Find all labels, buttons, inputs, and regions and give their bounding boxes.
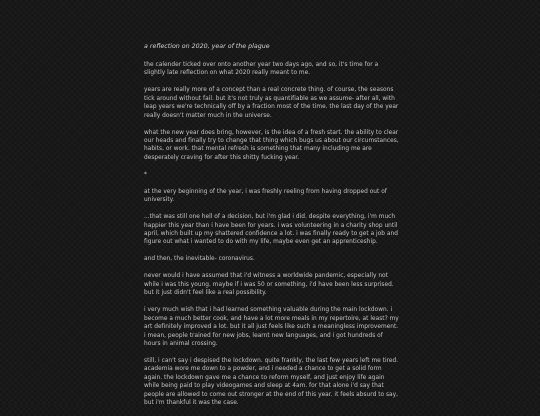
post-paragraph: ...that was still one hell of a decision, but i'm glad i did. despite everything, i'm much happier this year than i have been for years. i was volunteering in a charity shop until april, which built up my shattered confidence a lot. i was finally ready to get a job and figure out what i wanted to do with my life, maybe even get an apprenticeship. (144, 214, 398, 246)
post-paragraph: at the very beginning of the year, i was freshly reeling from having dropped out of university. (144, 188, 387, 204)
post-paragraph: still, i can't say i despised the lockdown. quite frankly, the last few years left me tired. academia wore me down to a powder, and i needed a chance to get a solid form again. the lockdown gave me a chance to reform myself, and just enjoy life again while being paid to play videogames and sleep at 4am. for that alone i'd say that people are allowed to come out stronger at the end of this year. it feels absurd to say, but i'm thankful it was the case. (144, 357, 399, 406)
section-divider: * (144, 171, 147, 178)
post-title: a reflection on 2020, year of the plague (144, 43, 270, 50)
post-paragraph: years are really more of a concept than a real concrete thing. of course, the seasons tick around without fail. but it's not truly as quantifiable as we assume- after all, with leap years we're technically off by a fraction most of the time. the last day of the year really doesn't matter much in the universe. (144, 87, 399, 119)
post-paragraph: and then, the inevitable- coronavirus. (144, 256, 255, 263)
post-paragraph: what the new year does bring, however, is the idea of a fresh start. the ability to clear our heads and finally try to change that thing which bugs us about our circumstances, habits, or work. that mental refresh is something that many including me are desperately craving for after this shitty fucking year. (144, 129, 399, 161)
post-paragraph: the calender ticked over onto another year two days ago, and so, it's time for a slightly late reflection on what 2020 really meant to me. (144, 62, 379, 77)
post-paragraph: never would i have assumed that i'd witness a worldwide pandemic, especially not while i was this young. maybe if i was 50 or something, i'd have been less surprised. but it just didn't feel like a real possibility. (144, 273, 394, 297)
post-body (144, 61, 400, 407)
blog-post (144, 42, 400, 416)
post-paragraph: i very much wish that i had learned something valuable during the main lockdown. i become a much better cook, and have a lot more meals in my repertoire, at least? my art definitely improved a lot. but it all just feels like such a meaningless improvement. i mean, people trained for new jobs, learnt new languages, and i got hundreds of hours in animal crossing. (144, 307, 399, 347)
